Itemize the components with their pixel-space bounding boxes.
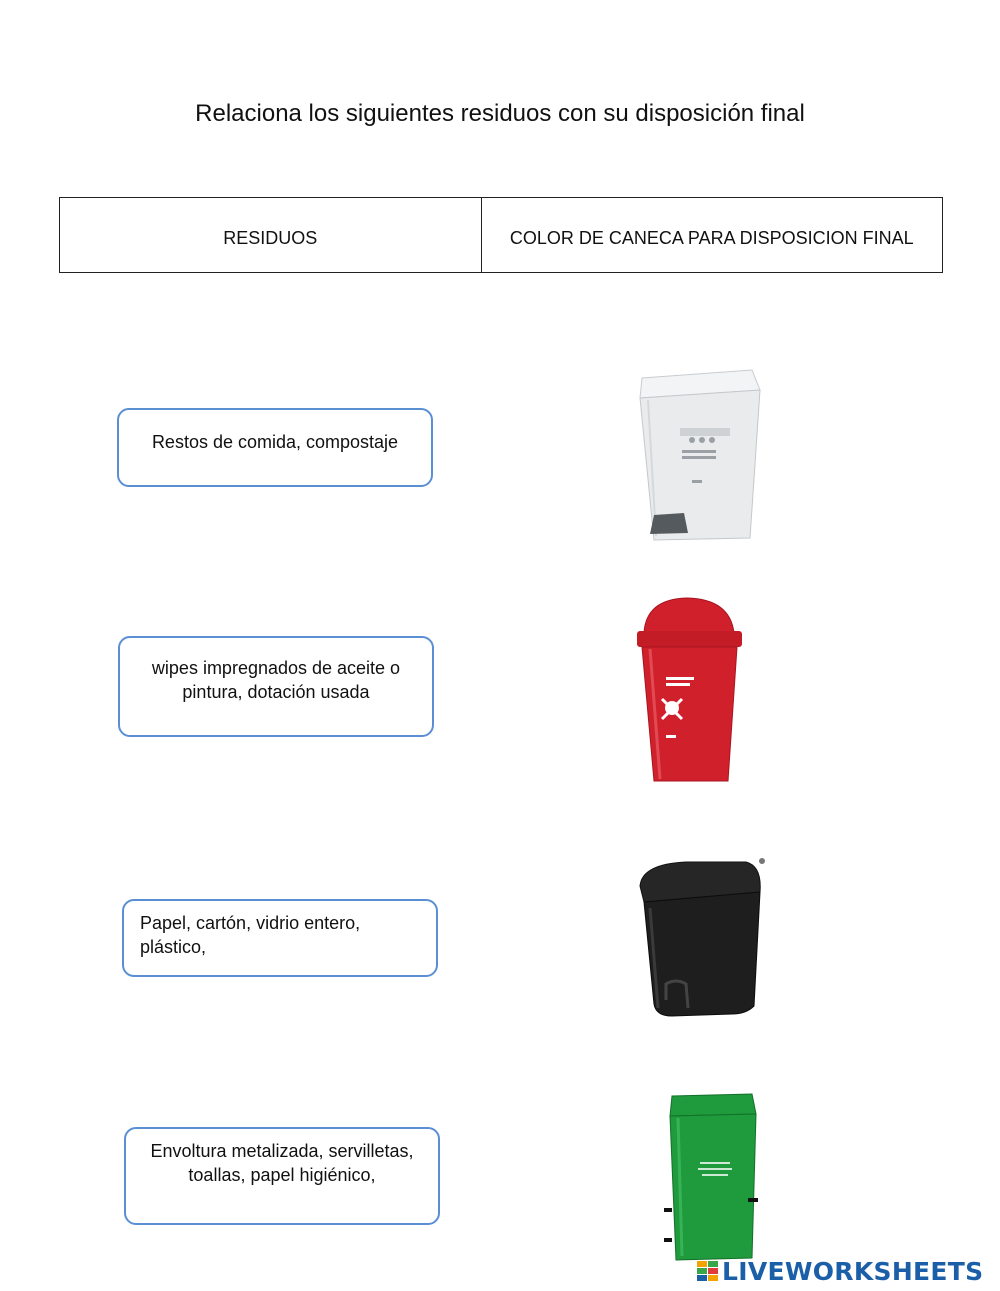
waste-item-label: Restos de comida, compostaje — [151, 432, 399, 452]
white-bin-image[interactable] — [632, 350, 767, 545]
waste-item-label: Papel, cartón, vidrio entero, plástico, — [140, 913, 361, 957]
header-color-caneca: COLOR DE CANECA PARA DISPOSICION FINAL — [509, 228, 914, 248]
waste-item-label: wipes impregnados de aceite o pintura, dotación usada — [151, 658, 401, 702]
header-residuos: RESIDUOS — [60, 198, 482, 272]
waste-item-label: Envoltura metalizada, servilletas, toallas, papel higiénico, — [150, 1141, 414, 1185]
liveworksheets-brand: LIVEWORKSHEETS — [722, 1256, 984, 1286]
green-bin-image[interactable] — [664, 1088, 764, 1263]
page-title: Relaciona los siguientes residuos con su disposición final — [195, 100, 805, 127]
red-bin-image[interactable] — [632, 593, 747, 788]
waste-item-paper[interactable] — [122, 899, 438, 977]
waste-item-food[interactable] — [117, 408, 433, 487]
waste-item-wrappers[interactable] — [124, 1127, 440, 1225]
liveworksheets-logo — [697, 1256, 983, 1286]
waste-item-wipes[interactable] — [118, 636, 434, 737]
black-bin-image[interactable] — [636, 858, 768, 1023]
header-table — [59, 197, 943, 273]
liveworksheets-logo-icon — [697, 1261, 718, 1281]
